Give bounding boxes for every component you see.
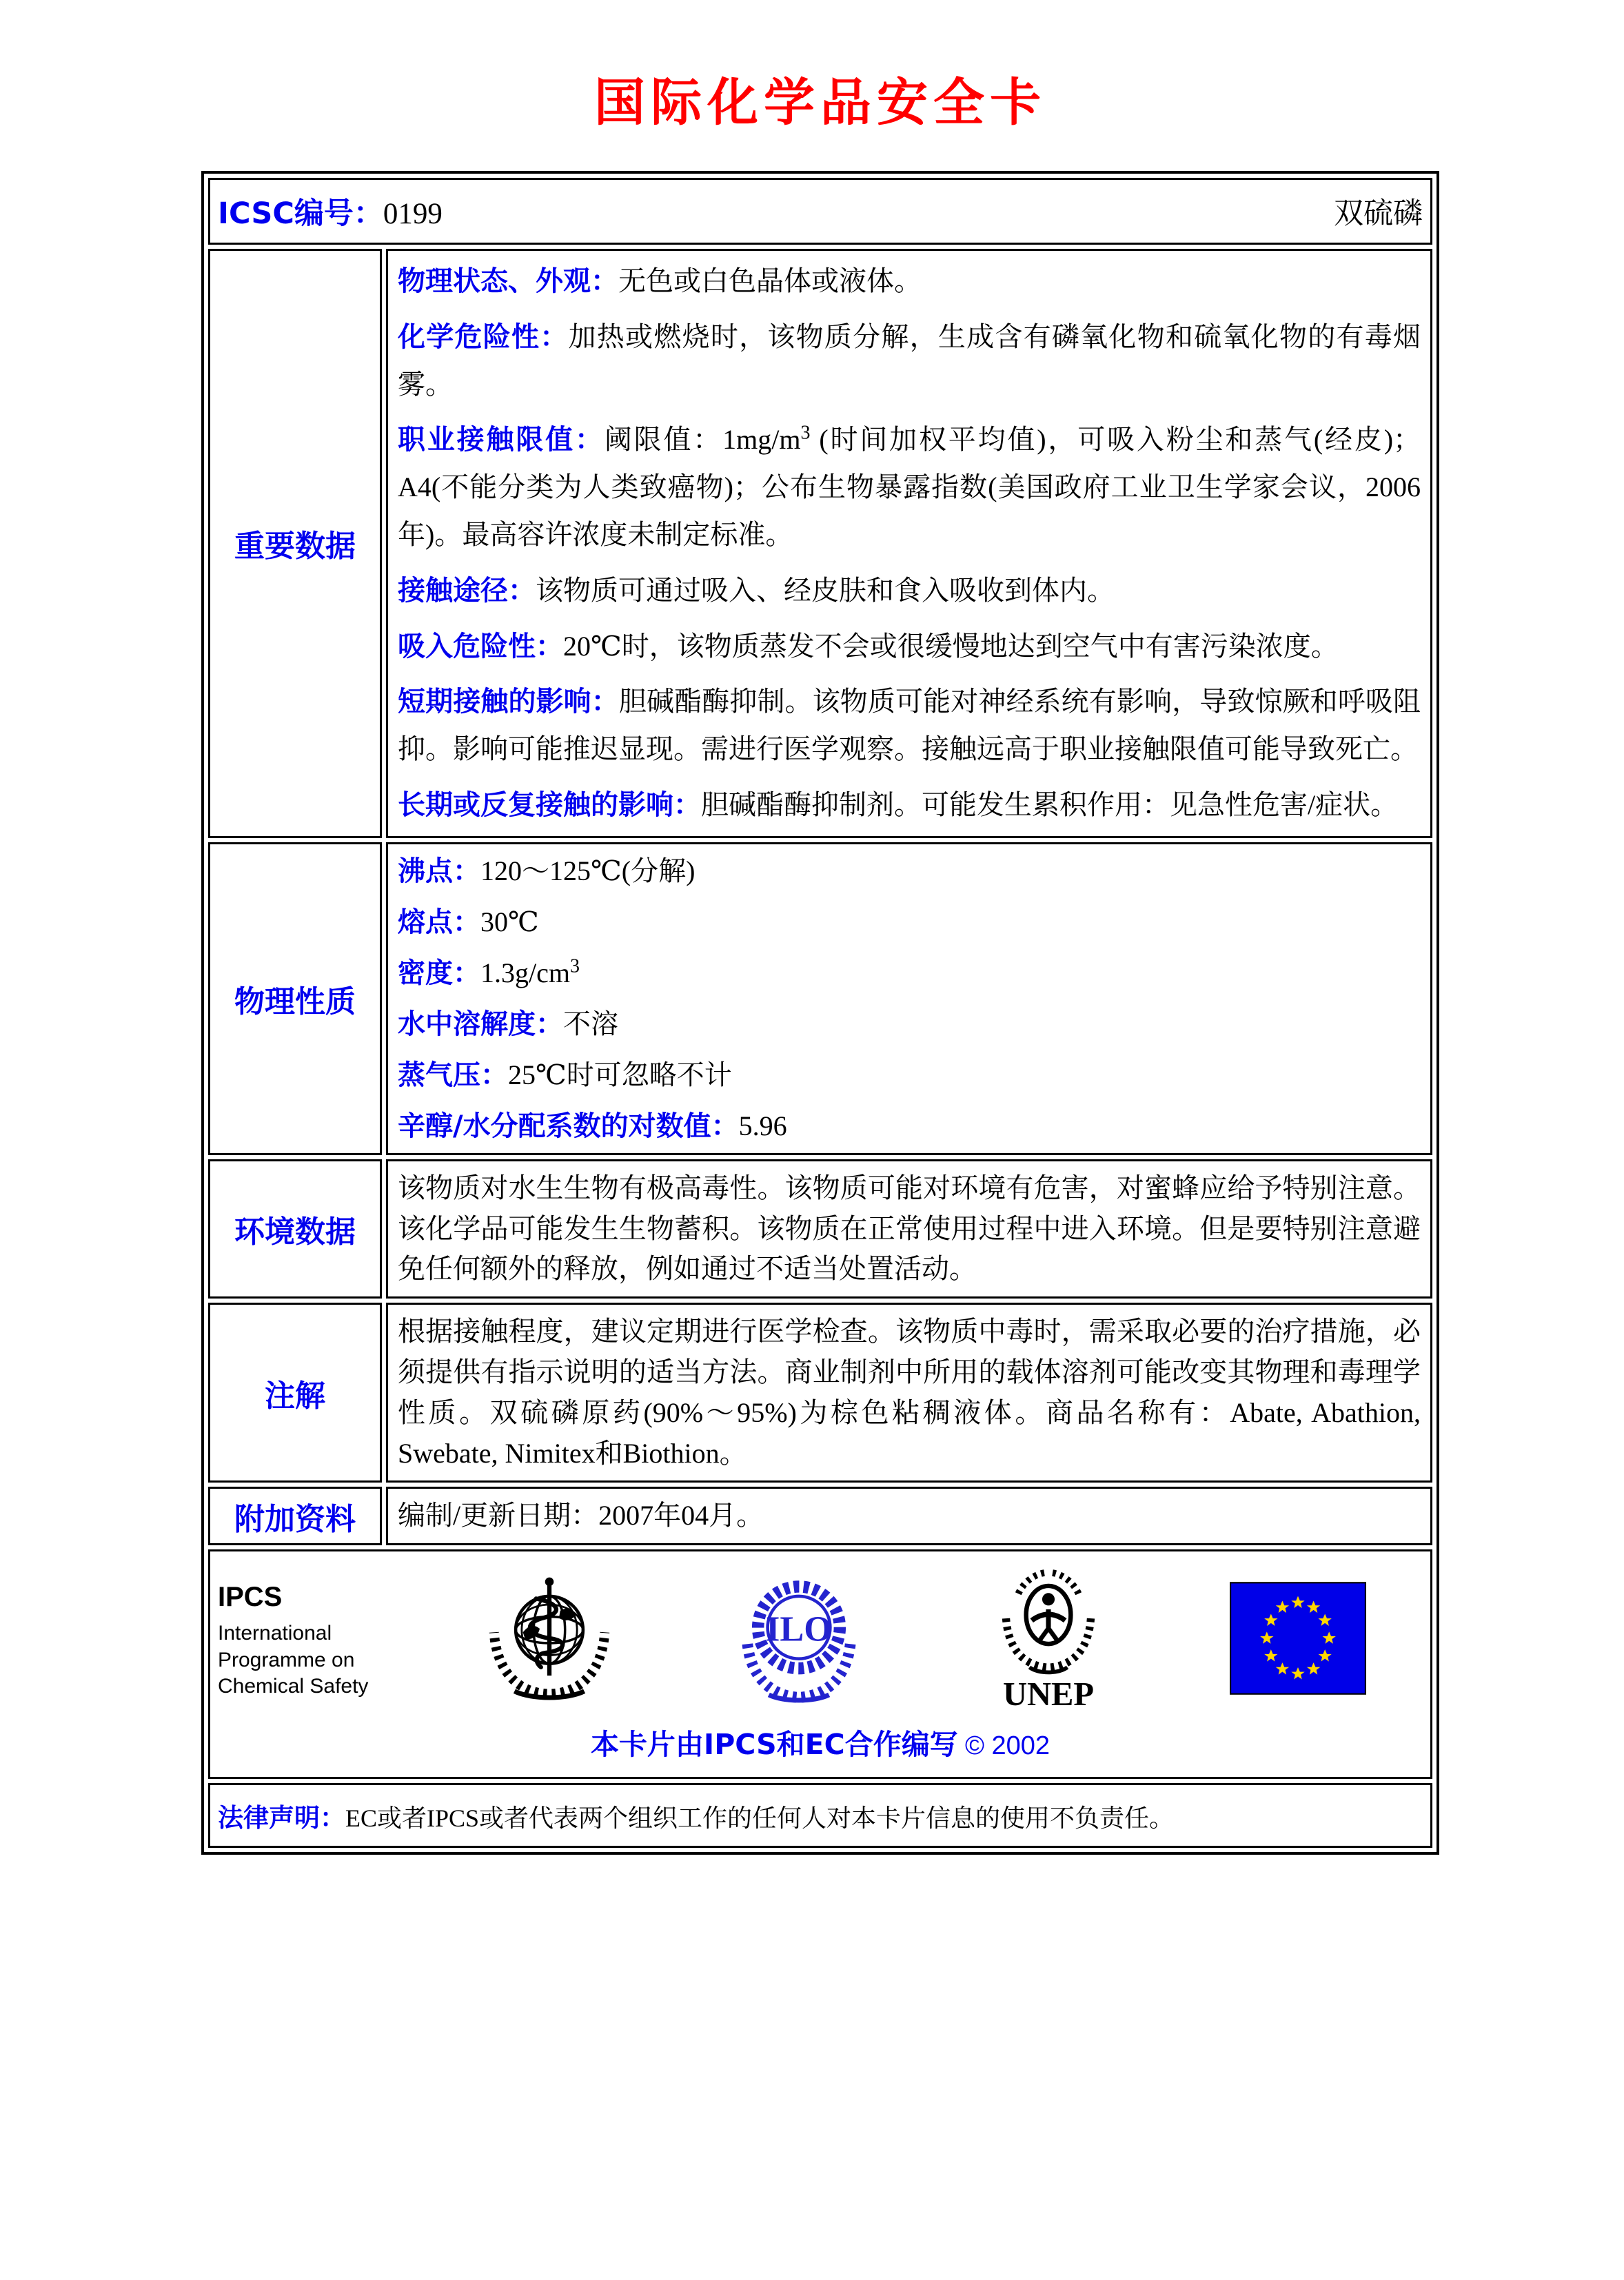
unep-logo-icon — [987, 1565, 1110, 1712]
who-logo-slot — [425, 1572, 674, 1704]
notes-content — [386, 1303, 1432, 1483]
ipcs-text-block — [218, 1580, 425, 1700]
unep-logo-slot — [924, 1565, 1173, 1712]
environmental-data-label: 环境数据 — [208, 1159, 382, 1299]
physical-item-water-solubility: 水中溶解度：不溶 — [398, 1008, 618, 1040]
additional-info-content — [386, 1487, 1432, 1545]
legal-row — [208, 1783, 1432, 1848]
ipcs-line: Programme on — [218, 1648, 355, 1671]
important-item-exposure-routes: 接触途径：该物质可通过吸入、经皮肤和食入吸收到体内。 — [398, 574, 1115, 607]
physical-properties-row — [208, 842, 1432, 1155]
environmental-data-content — [386, 1159, 1432, 1299]
physical-properties-label: 物理性质 — [208, 842, 382, 1155]
header-cell — [208, 178, 1432, 245]
legal-cell — [208, 1783, 1432, 1848]
eu-flag-slot — [1173, 1582, 1423, 1695]
legal-text: EC或者IPCS或者代表两个组织工作的任何人对本卡片信息的使用不负责任。 — [345, 1804, 1175, 1833]
physical-item-melting-point: 熔点：30℃ — [398, 906, 539, 938]
environmental-data-row — [208, 1159, 1432, 1299]
ilo-logo-icon — [733, 1572, 865, 1704]
notes-text: 根据接触程度，建议定期进行医学检查。该物质中毒时，需采取必要的治疗措施，必须提供有指示说明的适当方法。商业制剂中所用的载体溶剂可能改变其物理和毒理学性质。双硫磷原药(90%～95%)为棕色粘稠液体。商品名称有：Abate, Abathion, Swebate, Nimitex和Biothion。 — [398, 1316, 1421, 1469]
logos-cell — [208, 1549, 1432, 1779]
important-item-chemical-danger: 化学危险性：加热或燃烧时，该物质分解，生成含有磷氧化物和硫氧化物的有毒烟雾。 — [398, 320, 1421, 400]
header-row — [208, 178, 1432, 245]
page-title: 国际化学品安全卡 — [594, 73, 1046, 132]
credit-line — [211, 1722, 1430, 1762]
icsc-number-group — [218, 190, 443, 232]
chemical-name: 双硫磷 — [1334, 198, 1423, 230]
legal-label: 法律声明： — [218, 1803, 345, 1833]
additional-info-label: 附加资料 — [208, 1487, 382, 1545]
icsc-number-label: ICSC编号： — [218, 196, 383, 231]
physical-item-density: 密度：$1.3g/cm^3$ — [398, 955, 580, 989]
safety-card-table — [201, 171, 1439, 1855]
superscript: 3 — [800, 423, 811, 445]
physical-item-boiling-point: 沸点：120～125℃(分解) — [398, 855, 696, 887]
important-item-long-term-effects: 长期或反复接触的影响：胆碱酯酶抑制剂。可能发生累积作用：见急性危害/症状。 — [398, 788, 1399, 821]
important-item-short-term-effects: 短期接触的影响：胆碱酯酶抑制。该物质可能对神经系统有影响，导致惊厥和呼吸阻抑。影响可能推迟显现。需进行医学观察。接触远高于职业接触限值可能导致死亡。 — [398, 686, 1421, 765]
ipcs-line: Chemical Safety — [218, 1675, 369, 1698]
who-logo-icon — [483, 1572, 616, 1704]
notes-label: 注解 — [208, 1303, 382, 1483]
superscript: 3 — [569, 955, 580, 977]
important-item-inhalation-risk: 吸入危险性：20℃时，该物质蒸发不会或很缓慢地达到空气中有害污染浓度。 — [398, 630, 1339, 662]
important-data-content — [386, 249, 1432, 838]
additional-info-row — [208, 1487, 1432, 1545]
ilo-logo-slot — [674, 1572, 924, 1704]
important-item-exposure-limit: 职业接触限值：阈限值：$1mg/m^3$ (时间加权平均值)，可吸入粉尘和蒸气(经皮)；A4(不能分类为人类致癌物)；公布生物暴露指数(美国政府工业卫生学家会议，2006年)。最高容许浓度未制定标准。 — [398, 423, 1421, 550]
physical-properties-content — [386, 842, 1432, 1155]
physical-item-vapor-pressure: 蒸气压：25℃时可忽略不计 — [398, 1059, 732, 1091]
environmental-data-text: 该物质对水生生物有极高毒性。该物质可能对环境有危害，对蜜蜂应给予特别注意。该化学品可能发生生物蓄积。该物质在正常使用过程中进入环境。但是要特别注意避免任何额外的释放，例如通过不适当处置活动。 — [398, 1172, 1421, 1285]
physical-item-logkow: 辛醇/水分配系数的对数值：5.96 — [398, 1110, 787, 1142]
ipcs-line: International — [218, 1622, 332, 1645]
copyright-text: © 2002 — [964, 1731, 1050, 1761]
logos-row — [208, 1549, 1432, 1779]
ilo-letters: ILO — [765, 1609, 833, 1649]
notes-row — [208, 1303, 1432, 1483]
ipcs-acronym: IPCS — [218, 1582, 283, 1613]
important-item-physical-state: 物理状态、外观：无色或白色晶体或液体。 — [398, 265, 922, 297]
important-data-row — [208, 249, 1432, 838]
credit-text: 本卡片由IPCS和EC合作编写 — [590, 1728, 958, 1762]
unep-letters: UNEP — [1002, 1676, 1095, 1713]
eu-flag-icon — [1230, 1582, 1366, 1695]
icsc-number-value: 0199 — [383, 198, 443, 230]
important-data-label: 重要数据 — [208, 249, 382, 838]
additional-info-text: 编制/更新日期：2007年04月。 — [398, 1500, 764, 1531]
